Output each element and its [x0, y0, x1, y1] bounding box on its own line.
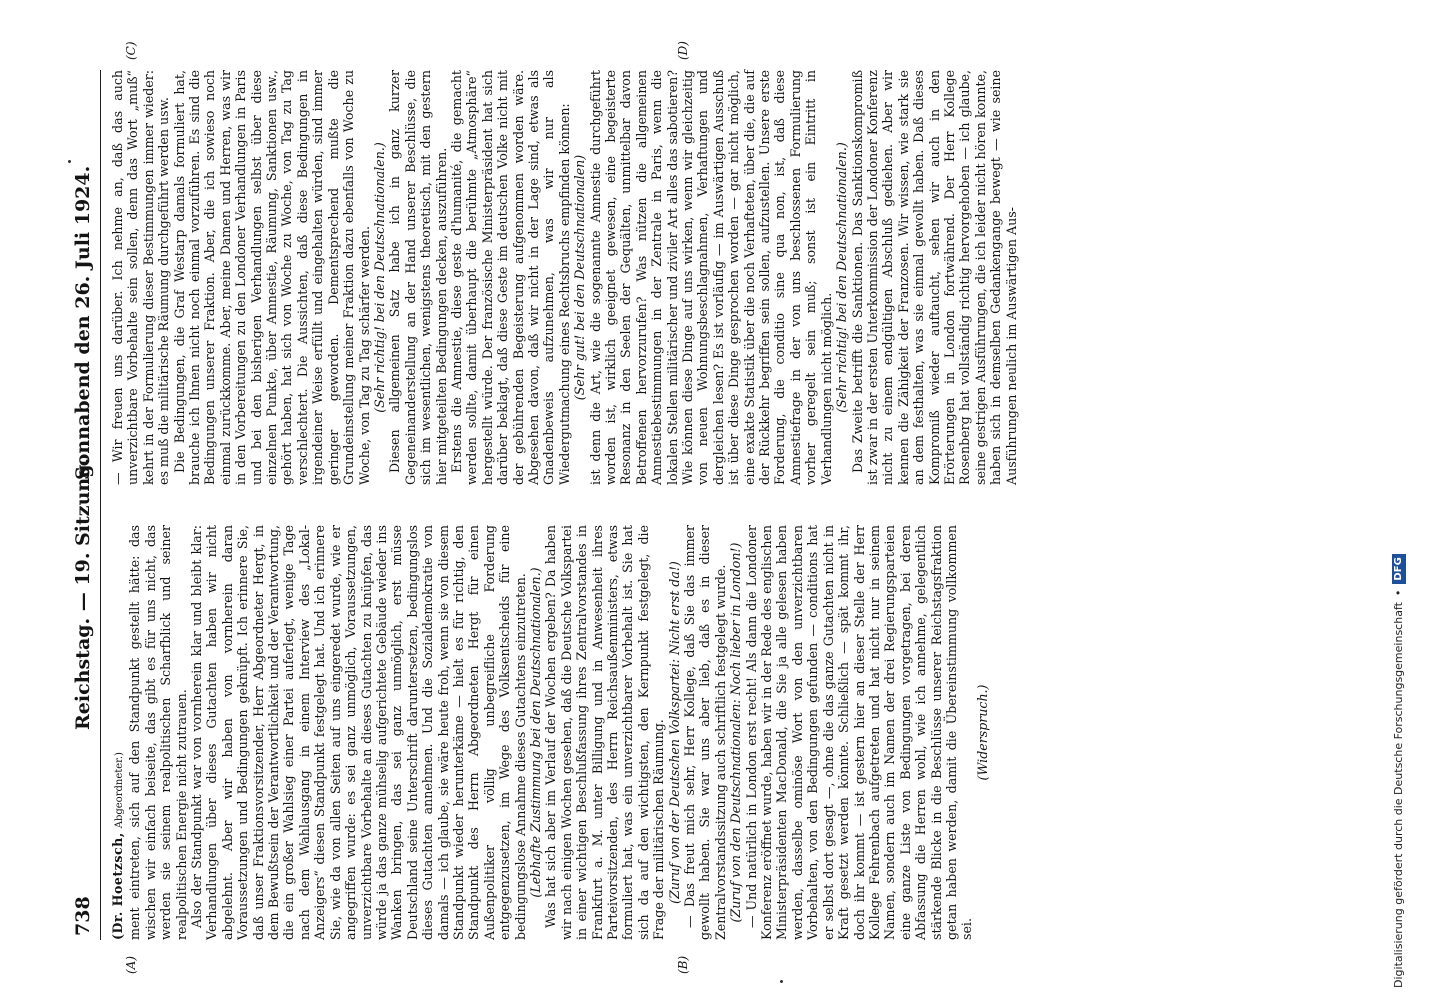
- document-page: [70, 41, 1434, 974]
- speck-mark: [780, 980, 783, 983]
- left-column: [110, 525, 990, 940]
- page-header-title: Reichstag. — 19. Sitzung.: [72, 457, 94, 730]
- speaker-role: Abgeordneter.): [114, 752, 125, 829]
- right-paragraph: Die Bedingungen, die Graf Westarp damals formuliert hat, brauche ich Ihnen nicht noch einmal vorzuführen. Es sind die Bedingungen unserer Fraktion. Aber, die ich sowieso noch einmal zurückkomme. Aber, meine Damen und Herren, was wir in den Vorbereitungen zu den Londoner Verhandlungen in Paris und bei den bisherigen Verhandlungen selbst über diese einzelnen Punkte, über Amnestie, Räumung, Sanktionen usw., gehört haben, hat sich von Woche zu Woche, von Tag zu Tag verschlechtert. Die Aussichten, daß diese Bedingungen in irgendeiner Weise erfüllt und eingehalten würden, sind immer geringer geworden. Dementsprechend mußte die Grundeinstellung meiner Fraktion dazu ebenfalls von Woche zu Woche, von Tag zu Tag schärfer werden.: [171, 70, 372, 485]
- speck-mark: [68, 160, 71, 163]
- right-paragraph: Erstens die Amnestie, diese geste d'humanité, die gemacht werden sollte, damit überhaupt die berühmte „Atmosphäre“ hergestellt würde. Der französische Ministerpräsident hat sich darüber beklagt, daß diese Geste im deutschen Volke nicht mit der gebührenden Begeisterung aufgenommen worden wäre. Abgesehen davon, daß wir nicht in der Lage sind, etwas als Gnadenbeweis aufzunehmen, was wir nur als Wiedergutmachung eines Rechtsbruchs empfinden können:: [448, 70, 572, 485]
- speaker-line: [110, 525, 127, 940]
- interjection: (Sehr gut! bei den Deutschnationalen): [572, 154, 588, 401]
- interjection: (Sehr richtig! bei den Deutschnationalen.): [371, 142, 387, 413]
- digitization-note: Digitalisierung gefördert durch die Deutsche Forschungsgemeinschaft: [1392, 602, 1405, 988]
- page-header-date: Sonnabend den 26. Juli 1924.: [72, 165, 94, 480]
- interjection: (Widerspruch.): [974, 684, 990, 781]
- digitization-sidebar: Digitalisierung gefördert durch die Deutsche Forschungsgemeinschaft • DFG: [1390, 12, 1408, 988]
- left-paragraph: Was hat sich aber im Verlauf der Wochen ergeben? Da haben wir nach einigen Wochen gesehen, daß die Deutsche Volkspartei in einer wichtigen Beschlußfassung ihres Zentralvorstandes in Frankfurt a. M. unter Billigung und in Anwesenheit ihres Parteivorsitzenden, des Herrn Reichsaußenministers, etwas formuliert hat, was ein unverzichtbarer Vorbehalt ist. Sie hat sich da auf den wichtigsten, den Kernpunkt festgelegt, die Frage der militärischen Räumung.: [543, 525, 667, 940]
- margin-mark-d: (D): [676, 41, 690, 60]
- right-paragraph: Das Zweite betrifft die Sanktionen. Das Sanktionskompromiß ist zwar in der ersten Unterkommission der Londoner Konferenz nicht zu einem endgültigen Abschluß gediehen. Aber wir kennen die Zähigkeit der Franzosen. Wir wissen, wie stark sie an dem festhalten, was sie einmal gewollt haben. Daß dieses Kompromiß wieder auftaucht, sehen wir auch in den Erörterungen in London fortwährend. Der Herr Kollege Rosenberg hat vollständig richtig hervorgehoben — ich glaube, seine gestrigen Ausführungen, die ich leider nicht hören konnte, haben sich in demselben Gedankengange bewegt — wie seine Ausführungen neulich im Auswärtigen Aus-: [849, 70, 1019, 485]
- left-paragraph: — Das freut mich sehr, Herr Kollege, daß Sie das immer gewollt haben. Sie war uns aber lieb, daß es in dieser Zentralvorstandssitzung auch schriftlich festgelegt wurde.: [682, 525, 728, 940]
- margin-mark-c: (C): [124, 41, 138, 60]
- right-column: [110, 70, 1019, 485]
- right-paragraph: — Wir freuen uns darüber. Ich nehme an, daß das auch unverzichtbare Vorbehalte sein sollen, denn das Wort „muß“ kehrt in der Formulierung dieser Bestimmungen immer wieder: es muß die militärische Räumung durchgeführt werden usw.: [110, 70, 172, 485]
- interjection: (Zuruf von den Deutschnationalen: Noch lieber in London!): [728, 542, 744, 923]
- left-paragraph: ment eintreten, sich auf den Standpunkt gestellt hätte: das wischen wir einfach beiseite, das gibt es für uns nicht, das werden sie seinem realpolitischen Scharfblick und seiner realpolitischen Energie nicht zutrauen.: [127, 525, 189, 940]
- margin-mark-a: (A): [124, 955, 138, 974]
- page-header: [70, 70, 98, 940]
- header-rule: [100, 70, 101, 940]
- interjection: (Sehr richtig! bei den Deutschnationalen.): [834, 142, 850, 413]
- speaker-name: (Dr. Hoetzsch,: [110, 832, 125, 940]
- right-paragraph: Diesen allgemeinen Satz habe ich in ganz kurzer Gegeneinanderstellung an der Hand unserer Beschlüsse, die sich im wesentlichen, wenigstens theoretisch, mit den gestern hier mitgeteilten Bedingungen decken, auszuführen.: [387, 70, 449, 485]
- interjection: (Lebhafte Zustimmung bei den Deutschnationalen.): [527, 567, 543, 898]
- left-paragraph: — Und natürlich in London erst recht! Als dann die Londoner Konferenz eröffnet wurde, haben wir in der Rede des englischen Ministerpräsidenten MacDonald, die Sie ja alle gelesen haben werden, dasselbe ominöse Wort von den unverzichtbaren Vorbehalten, von den Bedingungen gefunden — conditions hat er selbst dort gesagt —, ohne die das ganze Gutachten nicht in Kraft gesetzt werden könnte. Schließlich — spät kommt ihr, doch ihr kommt — ist gestern hier an dieser Stelle der Herr Kollege Fehrenbach aufgetreten und hat nicht nur in seinem Namen, sondern auch im Namen der drei Regierungsparteien eine ganze Liste von Bedingungen vorgetragen, bei deren Abfassung die Herren wohl, wie ich annehme, gelegentlich stärkende Blicke in die Beschlüsse unserer Reichstagsfraktion getan haben werden, damit die Übereinstimmung vollkommen sei.: [743, 525, 975, 940]
- right-paragraph: ist denn die Art, wie die sogenannte Amnestie durchgeführt worden ist, wirklich geeignet gewesen, eine begeisterte Resonanz in den Seelen der Gequälten, unmittelbar davon Betroffenen hervorzurufen? Was nützen die allgemeinen Amnestiebestimmungen in der Zentrale in Paris, wenn die lokalen Stellen militärischer und ziviler Art alles das sabotieren? Wie können diese Dinge auf uns wirken, wenn wir gleichzeitig von neuen Wohnungsbeschlagnahmen, Verhaftungen und dergleichen lesen? Es ist vorläufig — im Auswärtigen Ausschuß ist über diese Dinge gesprochen worden — gar nicht möglich, eine exakte Statistik über die noch Verhafteten, über die, die auf der Rückkehr begriffen sein sollen, aufzustellen. Unsere erste Forderung, die conditio sine qua non, ist, daß diese Amnestiefrage in der von uns beschlossenen Formulierung vorher geregelt sein muß; sonst ist ein Eintritt in Verhandlungen nicht möglich.: [587, 70, 834, 485]
- left-paragraph: Also der Standpunkt war von vornherein klar und bleibt klar: Verhandlungen über dieses Gutachten haben wir nicht abgelehnt. Aber wir haben von vornherein daran Voraussetzungen und Bedingungen geknüpft. Ich erinnere Sie, daß unser Fraktionsvorsitzender, Herr Abgeordneter Hergt, in dem Bewußtsein der Verantwortlichkeit und der Verantwortung, die ein großer Wahlsieg einer Partei auferlegt, wenige Tage nach dem Wahlausgang in einem Interview des „Lokal-Anzeigers“ diesen Standpunkt festgelegt hat. Und ich erinnere Sie, wie da von allen Seiten auf uns eingeredet wurde, wie er angegriffen wurde: es sei ganz unmöglich, Voraussetzungen, unverzichtbare Vorbehalte an dieses Gutachten zu knüpfen, das würde ja das ganze mühselig aufgerichtete Gebäude wieder ins Wanken bringen, das sei ganz unmöglich, erst müsse Deutschland seine Unterschrift daruntersetzen, bedingungslos dieses Gutachten annehmen. Und die Sozialdemokratie von damals — ich glaube, sie wäre heute froh, wenn sie von diesem Standpunkt wieder herunterkäme — hielt es für richtig, den Standpunkt des Herrn Abgeordneten Hergt für einen Außenpolitiker völlig unbegreifliche Forderung entgegenzusetzen, im Wege des Volksentscheids für eine bedingungslose Annahme dieses Gutachtens einzutreten.: [189, 525, 528, 940]
- interjection: (Zuruf von der Deutschen Volkspartei: Nicht erst da!): [666, 561, 682, 904]
- margin-mark-b: (B): [676, 955, 690, 974]
- dfg-logo: DFG: [1392, 554, 1406, 583]
- page-number: 738: [72, 896, 94, 936]
